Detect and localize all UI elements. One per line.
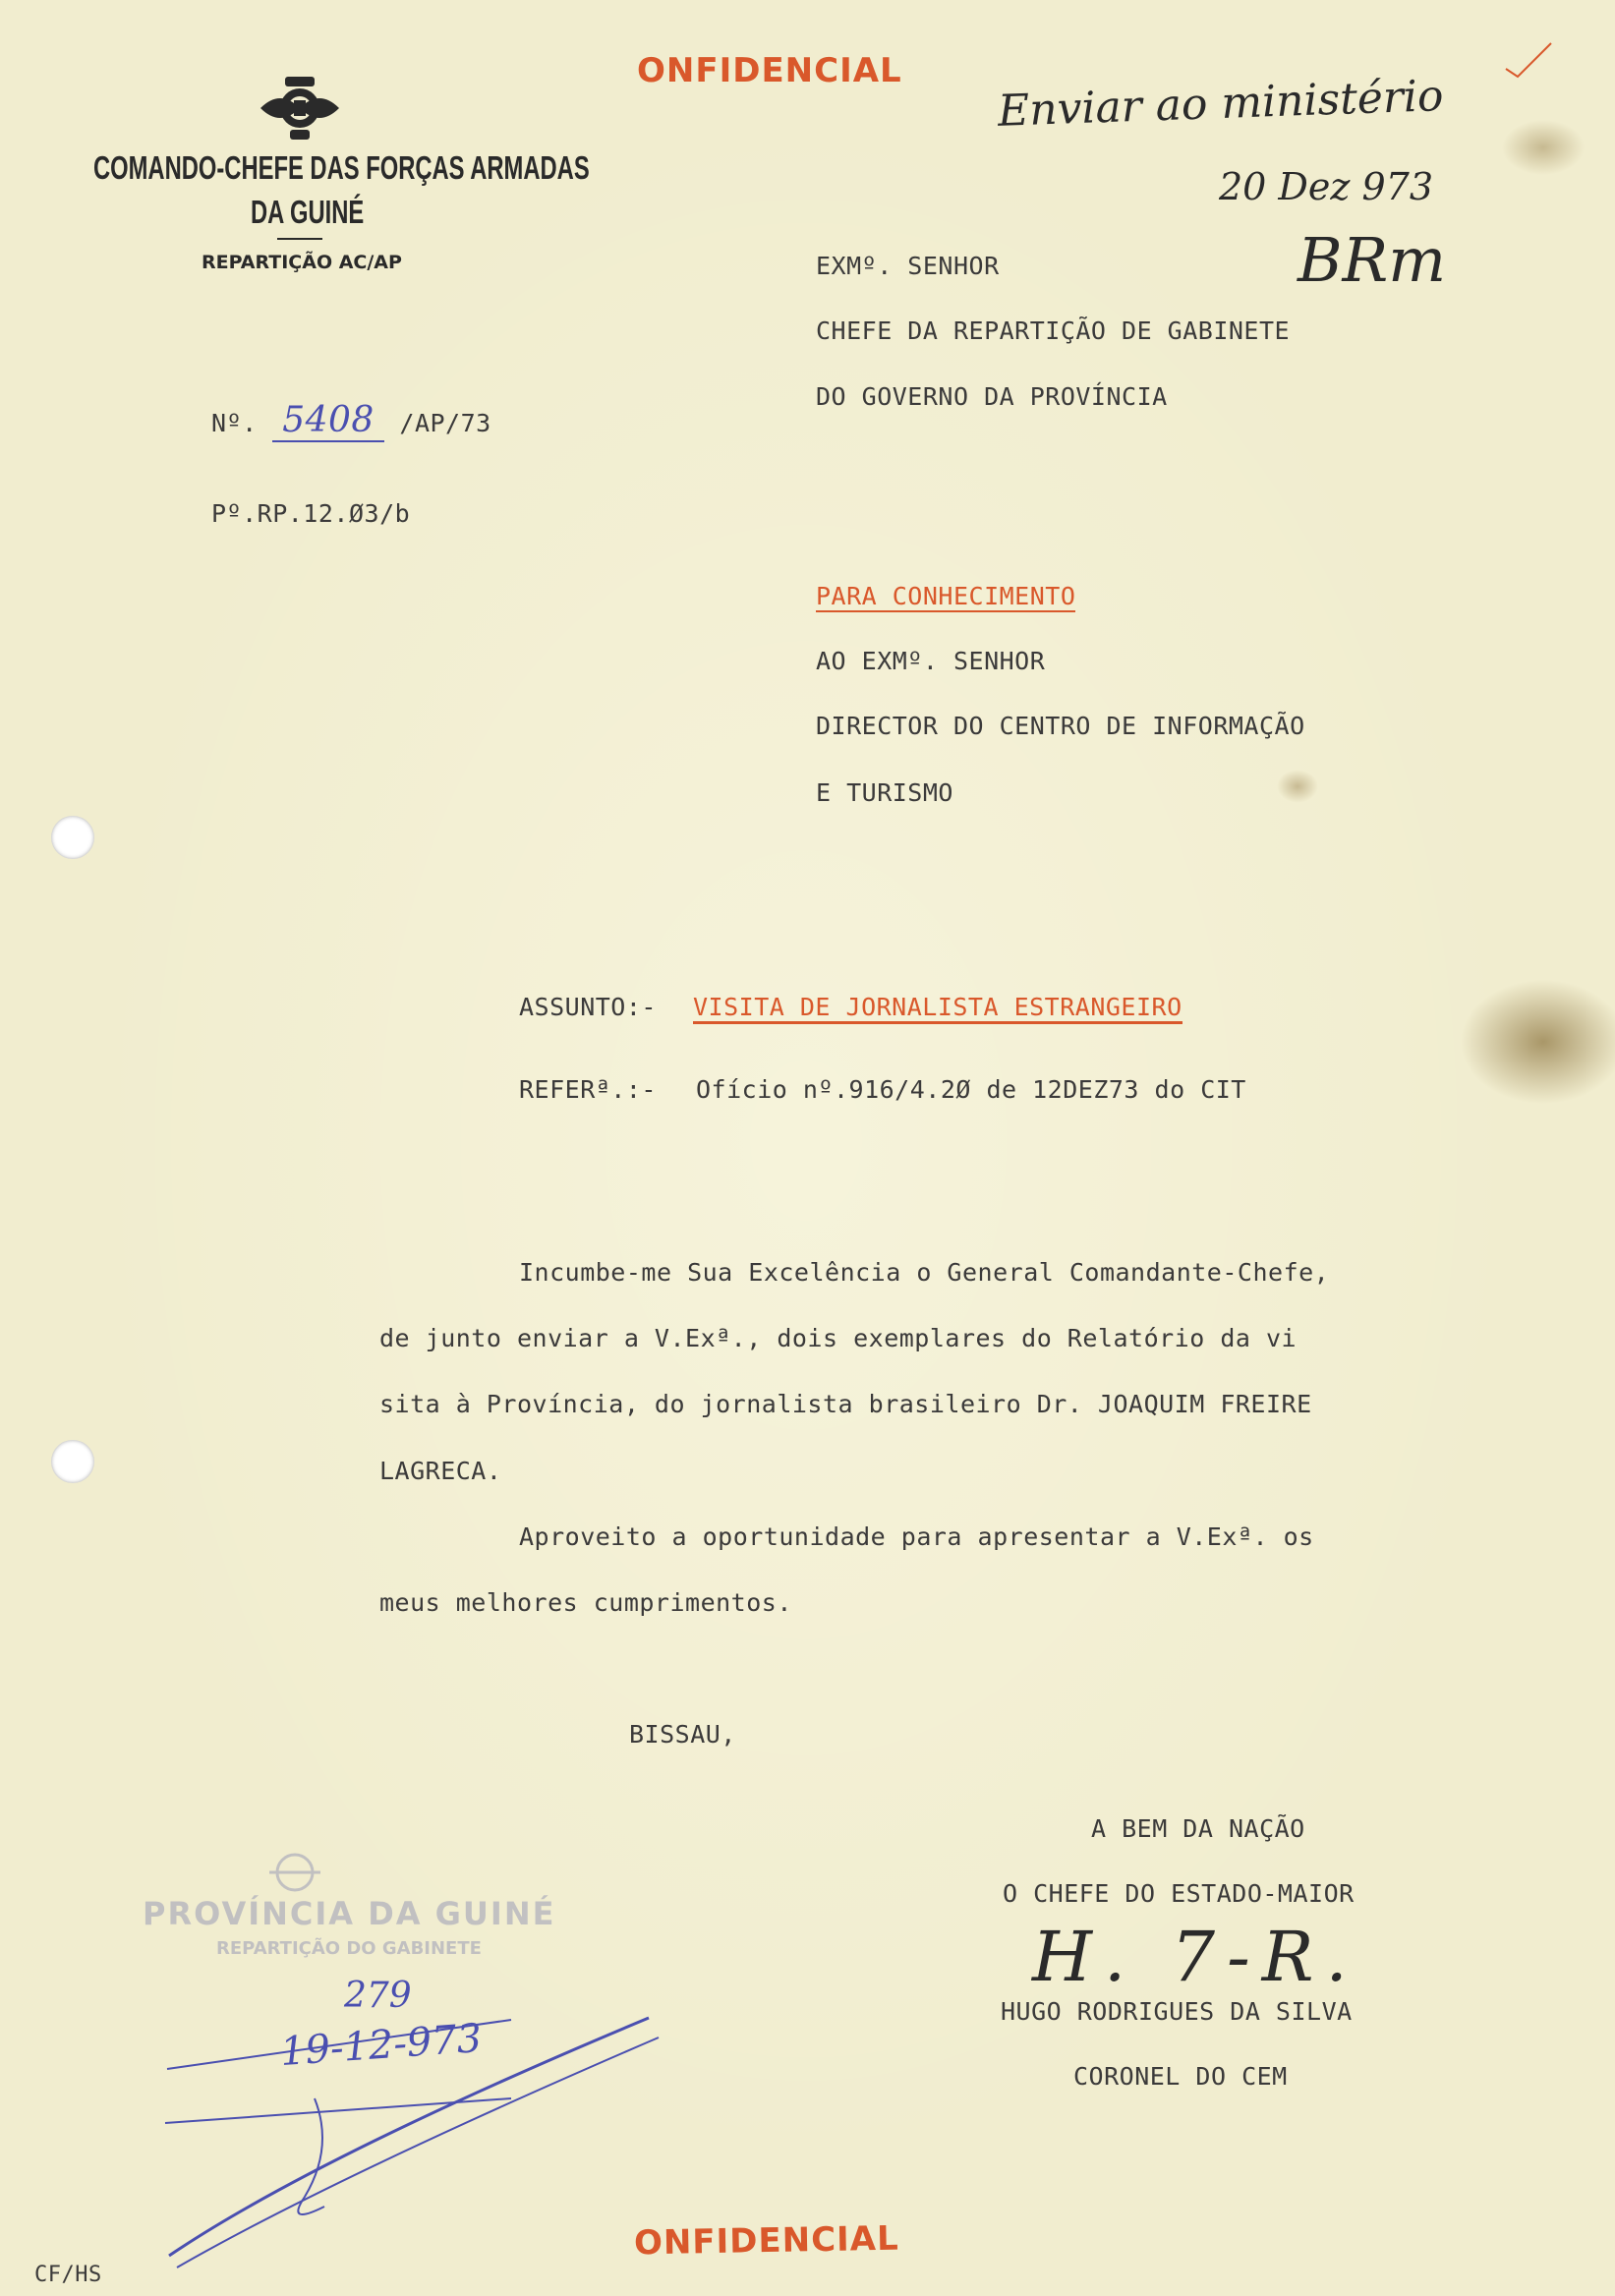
command-title-line2: DA GUINÉ: [251, 194, 365, 230]
copy-to-line1: AO EXMº. SENHOR: [816, 647, 1046, 675]
reference-number-prefix: Nº.: [211, 409, 258, 437]
confidential-stamp-top: ONFIDENCIAL: [637, 51, 902, 90]
confidential-stamp-bottom: ONFIDENCIAL: [633, 2218, 900, 2264]
body-paragraph2-line1: Aproveito a oportunidade para apresentar a V.Exª. os: [519, 1522, 1314, 1551]
signatory-rank: CORONEL DO CEM: [1073, 2062, 1288, 2091]
reference-number: [211, 400, 491, 440]
stamp-date: 19-12-973: [278, 2015, 484, 2076]
handwritten-date: 20 Dez 973: [1219, 165, 1434, 208]
typist-initials: CF/HS: [34, 2263, 102, 2287]
stamp-line1: PROVÍNCIA DA GUINÉ: [143, 1895, 556, 1932]
closing-motto: A BEM DA NAÇÃO: [1091, 1814, 1305, 1843]
signature: H. 7-R.: [1032, 1917, 1359, 1997]
handwritten-initials: BRm: [1298, 224, 1447, 296]
coat-of-arms-emblem-icon: [251, 69, 349, 147]
copy-to-line2: DIRECTOR DO CENTRO DE INFORMAÇÃO: [816, 712, 1305, 740]
stamp-emblem-icon: [265, 1848, 324, 1897]
punch-hole-upper: [51, 816, 94, 859]
department-label: REPARTIÇÃO AC/AP: [202, 252, 402, 273]
body-paragraph1-line1: Incumbe-me Sua Excelência o General Comandante-Chefe,: [519, 1258, 1330, 1287]
body-paragraph1-line3: sita à Província, do jornalista brasileiro Dr. JOAQUIM FREIRE: [379, 1390, 1312, 1418]
punch-hole-lower: [51, 1440, 94, 1483]
reference-number-suffix: /AP/73: [399, 409, 491, 437]
copy-to-line3: E TURISMO: [816, 778, 953, 807]
command-title-line1: COMANDO-CHEFE DAS FORÇAS ARMADAS: [93, 149, 590, 186]
checkmark-icon: [1504, 39, 1553, 79]
reference-label: REFERª.:-: [519, 1075, 657, 1104]
blue-signature-scribble: [157, 2010, 688, 2275]
handwritten-instruction: Enviar ao ministério: [997, 71, 1445, 137]
process-reference: Pº.RP.12.Ø3/b: [211, 499, 411, 528]
body-paragraph2-line2: meus melhores cumprimentos.: [379, 1588, 792, 1617]
subject-label: ASSUNTO:-: [519, 993, 657, 1021]
body-paragraph1-line4: LAGRECA.: [379, 1457, 502, 1485]
subject-value: VISITA DE JORNALISTA ESTRANGEIRO: [693, 993, 1182, 1024]
signatory-name: HUGO RODRIGUES DA SILVA: [1001, 1997, 1353, 2026]
reference-value: Ofício nº.916/4.2Ø de 12DEZ73 do CIT: [696, 1075, 1246, 1104]
signatory-role: O CHEFE DO ESTADO-MAIOR: [1003, 1879, 1355, 1908]
addressee-line1: EXMº. SENHOR: [816, 252, 1000, 280]
header-divider: [277, 238, 322, 240]
addressee-line3: DO GOVERNO DA PROVÍNCIA: [816, 382, 1168, 411]
stamp-number: 279: [344, 1976, 412, 2016]
stamp-line2: REPARTIÇÃO DO GABINETE: [216, 1938, 482, 1959]
addressee-line2: CHEFE DA REPARTIÇÃO DE GABINETE: [816, 316, 1291, 345]
copy-to-label: PARA CONHECIMENTO: [816, 582, 1076, 610]
reference-number-handwritten: 5408: [272, 400, 384, 442]
place: BISSAU,: [629, 1720, 736, 1749]
body-paragraph1-line2: de junto enviar a V.Exª., dois exemplares do Relatório da vi: [379, 1324, 1298, 1352]
